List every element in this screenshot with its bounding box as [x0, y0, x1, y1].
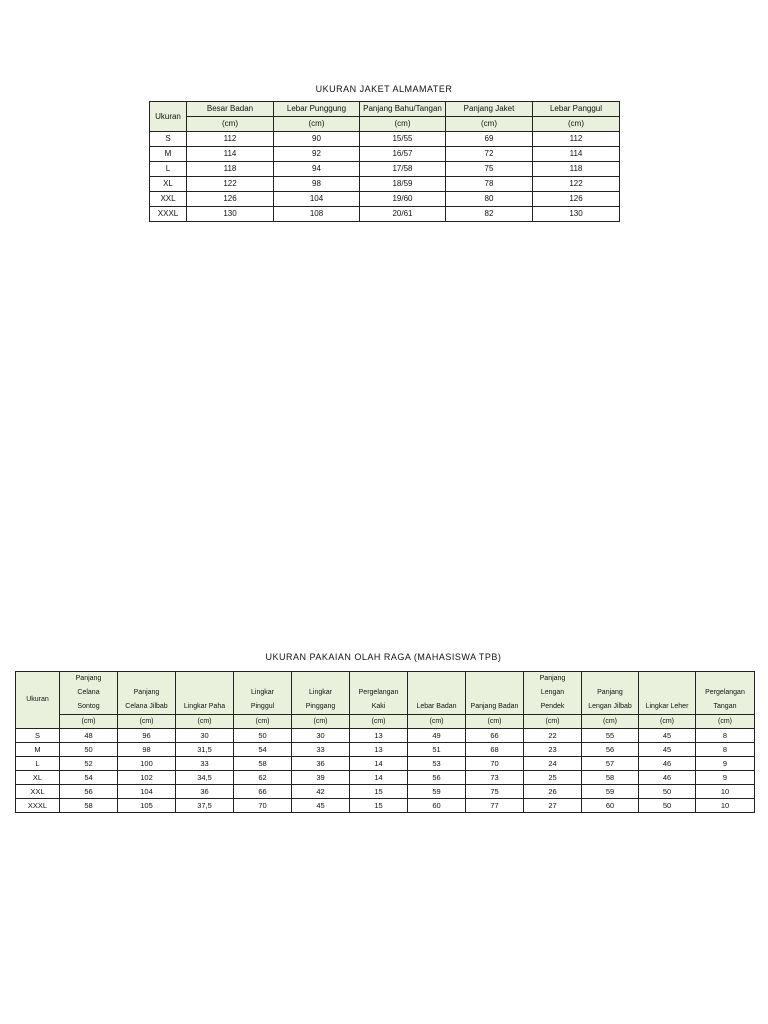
table-cell: 112	[187, 132, 274, 147]
table-cell: 36	[292, 757, 350, 771]
sport-col-header-line: Panjang	[597, 689, 623, 696]
table-cell: 102	[118, 771, 176, 785]
table-cell: 78	[446, 177, 533, 192]
table-cell: 30	[292, 729, 350, 743]
table-cell: 45	[292, 799, 350, 813]
table-cell: 8	[696, 729, 755, 743]
table-cell: 24	[524, 757, 582, 771]
table-cell: 59	[408, 785, 466, 799]
table-cell: 19/60	[360, 192, 446, 207]
table-cell: 57	[582, 757, 639, 771]
sport-col-header	[176, 672, 234, 715]
table-cell: 36	[176, 785, 234, 799]
sport-col-header	[60, 672, 118, 715]
table-cell: 15	[350, 799, 408, 813]
table-cell: 31,5	[176, 743, 234, 757]
table-row	[150, 132, 620, 147]
sport-col-unit: (cm)	[60, 715, 118, 729]
jacket-col-unit: (cm)	[360, 117, 446, 132]
table-cell: 66	[234, 785, 292, 799]
sport-col-unit: (cm)	[350, 715, 408, 729]
sport-col-unit: (cm)	[118, 715, 176, 729]
table-cell: 92	[274, 147, 360, 162]
sport-col-header	[292, 672, 350, 715]
table-cell: 50	[639, 785, 696, 799]
sport-col-header	[350, 672, 408, 715]
sport-col-header-line: Pinggul	[250, 703, 275, 710]
sport-col-header-line: Pendek	[540, 703, 565, 710]
table-cell: 108	[274, 207, 360, 222]
table-cell: 45	[639, 729, 696, 743]
table-row	[16, 799, 755, 813]
table-cell: 98	[274, 177, 360, 192]
sport-unit-row	[16, 715, 755, 729]
table-cell: 58	[582, 771, 639, 785]
sport-table-body	[16, 729, 755, 813]
table-cell: 37,5	[176, 799, 234, 813]
sport-col-header-line: Panjang	[133, 689, 160, 696]
table-cell: 15	[350, 785, 408, 799]
table-cell: 26	[524, 785, 582, 799]
jacket-col-unit: (cm)	[274, 117, 360, 132]
table-cell: 126	[533, 192, 620, 207]
table-cell: 56	[408, 771, 466, 785]
sport-col-unit: (cm)	[639, 715, 696, 729]
table-cell: 60	[582, 799, 639, 813]
table-cell: 52	[60, 757, 118, 771]
jacket-col-header: Panjang Jaket	[446, 102, 533, 117]
table-cell: 20/61	[360, 207, 446, 222]
jacket-table-body	[150, 132, 620, 222]
size-label-cell: XXL	[16, 785, 60, 799]
sport-col-header	[524, 672, 582, 715]
table-cell: 33	[176, 757, 234, 771]
table-cell: 14	[350, 771, 408, 785]
table-cell: 72	[446, 147, 533, 162]
sport-col-unit: (cm)	[696, 715, 755, 729]
table-cell: 122	[533, 177, 620, 192]
jacket-col-header: Besar Badan	[187, 102, 274, 117]
jacket-col-unit: (cm)	[187, 117, 274, 132]
table-cell: 51	[408, 743, 466, 757]
table-row	[150, 177, 620, 192]
sport-col-unit: (cm)	[176, 715, 234, 729]
size-label-cell: S	[16, 729, 60, 743]
sport-col-header-line: Lingkar Paha	[183, 703, 226, 710]
table-row	[16, 743, 755, 757]
sport-col-header-line: Panjang	[539, 675, 566, 682]
size-label-cell: M	[150, 147, 187, 162]
table-cell: 59	[582, 785, 639, 799]
sport-col-header-line: Celana	[77, 689, 100, 696]
sport-col-header	[582, 672, 639, 715]
table-cell: 54	[234, 743, 292, 757]
sport-col-unit: (cm)	[524, 715, 582, 729]
table-cell: 50	[60, 743, 118, 757]
sport-col-header-line: Pinggang	[305, 703, 336, 710]
table-cell: 70	[466, 757, 524, 771]
jacket-unit-row	[150, 117, 620, 132]
table-cell: 42	[292, 785, 350, 799]
sport-col-header-line: Pergelangan	[705, 689, 745, 696]
table-row	[16, 757, 755, 771]
sport-table-title: UKURAN PAKAIAN OLAH RAGA (MAHASISWA TPB)	[265, 652, 502, 662]
size-label-cell: XL	[150, 177, 187, 192]
table-cell: 39	[292, 771, 350, 785]
table-cell: 23	[524, 743, 582, 757]
sport-col-header-line: Sontog	[77, 703, 100, 710]
sport-col-header	[696, 672, 755, 715]
table-cell: 49	[408, 729, 466, 743]
size-label-cell: XXXL	[16, 799, 60, 813]
sport-col-header	[234, 672, 292, 715]
table-cell: 80	[446, 192, 533, 207]
table-cell: 77	[466, 799, 524, 813]
table-cell: 10	[696, 785, 755, 799]
table-cell: 73	[466, 771, 524, 785]
table-cell: 45	[639, 743, 696, 757]
sport-header-row	[16, 672, 755, 715]
table-cell: 100	[118, 757, 176, 771]
sport-size-header: Ukuran	[16, 672, 60, 729]
size-label-cell: S	[150, 132, 187, 147]
sport-col-header-line: Tangan	[713, 703, 737, 710]
sport-col-unit: (cm)	[408, 715, 466, 729]
table-cell: 13	[350, 729, 408, 743]
table-cell: 105	[118, 799, 176, 813]
sport-col-unit: (cm)	[582, 715, 639, 729]
sport-col-header-line: Lingkar Leher	[645, 703, 689, 710]
table-cell: 66	[466, 729, 524, 743]
table-row	[150, 207, 620, 222]
table-cell: 68	[466, 743, 524, 757]
sport-size-table	[15, 671, 755, 813]
table-cell: 130	[187, 207, 274, 222]
table-cell: 118	[187, 162, 274, 177]
table-cell: 114	[533, 147, 620, 162]
table-cell: 62	[234, 771, 292, 785]
sport-col-header	[466, 672, 524, 715]
sport-col-header-line: Lengan Jilbab	[588, 703, 632, 710]
table-cell: 126	[187, 192, 274, 207]
jacket-size-header: Ukuran	[150, 102, 187, 132]
sport-col-header	[408, 672, 466, 715]
table-cell: 10	[696, 799, 755, 813]
size-label-cell: XL	[16, 771, 60, 785]
table-cell: 53	[408, 757, 466, 771]
table-cell: 48	[60, 729, 118, 743]
table-cell: 104	[118, 785, 176, 799]
table-cell: 75	[446, 162, 533, 177]
table-cell: 8	[696, 743, 755, 757]
table-cell: 114	[187, 147, 274, 162]
table-row	[150, 147, 620, 162]
table-cell: 46	[639, 757, 696, 771]
table-cell: 82	[446, 207, 533, 222]
table-cell: 58	[234, 757, 292, 771]
table-cell: 30	[176, 729, 234, 743]
table-cell: 33	[292, 743, 350, 757]
size-label-cell: M	[16, 743, 60, 757]
table-cell: 69	[446, 132, 533, 147]
sport-col-unit: (cm)	[466, 715, 524, 729]
table-cell: 94	[274, 162, 360, 177]
table-cell: 9	[696, 771, 755, 785]
table-cell: 75	[466, 785, 524, 799]
table-cell: 18/59	[360, 177, 446, 192]
table-cell: 104	[274, 192, 360, 207]
jacket-table-title: UKURAN JAKET ALMAMATER	[315, 84, 453, 94]
table-cell: 50	[639, 799, 696, 813]
jacket-size-table	[149, 101, 620, 222]
table-cell: 15/55	[360, 132, 446, 147]
jacket-col-header: Lebar Punggung	[274, 102, 360, 117]
jacket-col-header: Lebar Panggul	[533, 102, 620, 117]
size-label-cell: L	[150, 162, 187, 177]
table-cell: 22	[524, 729, 582, 743]
table-cell: 34,5	[176, 771, 234, 785]
table-cell: 17/58	[360, 162, 446, 177]
jacket-col-header: Panjang Bahu/Tangan	[360, 102, 446, 117]
table-cell: 90	[274, 132, 360, 147]
sport-col-header	[118, 672, 176, 715]
size-label-cell: XXL	[150, 192, 187, 207]
sport-col-header-line: Lebar Badan	[416, 703, 457, 710]
table-cell: 13	[350, 743, 408, 757]
table-cell: 58	[60, 799, 118, 813]
table-cell: 9	[696, 757, 755, 771]
sport-col-header-line: Lingkar	[309, 689, 332, 696]
table-cell: 122	[187, 177, 274, 192]
jacket-header-row	[150, 102, 620, 117]
table-row	[150, 162, 620, 177]
sport-col-header-line: Lingkar	[251, 689, 274, 696]
size-label-cell: L	[16, 757, 60, 771]
table-cell: 70	[234, 799, 292, 813]
sport-col-header-line: Panjang	[75, 675, 102, 682]
sport-col-header-line: Pergelangan	[358, 689, 399, 696]
sport-col-header-line: Panjang Badan	[470, 703, 519, 710]
sport-col-header	[639, 672, 696, 715]
table-cell: 55	[582, 729, 639, 743]
table-row	[16, 785, 755, 799]
table-cell: 96	[118, 729, 176, 743]
table-cell: 56	[60, 785, 118, 799]
table-cell: 50	[234, 729, 292, 743]
table-cell: 14	[350, 757, 408, 771]
table-cell: 98	[118, 743, 176, 757]
table-row	[16, 729, 755, 743]
sport-col-header-line: Celana Jilbab	[125, 703, 168, 710]
table-cell: 60	[408, 799, 466, 813]
table-row	[16, 771, 755, 785]
jacket-col-unit: (cm)	[533, 117, 620, 132]
table-row	[150, 192, 620, 207]
sport-col-header-line: Lengan	[540, 689, 565, 696]
table-cell: 27	[524, 799, 582, 813]
table-cell: 118	[533, 162, 620, 177]
table-cell: 16/57	[360, 147, 446, 162]
sport-col-header-line: Kaki	[371, 703, 386, 710]
table-cell: 130	[533, 207, 620, 222]
table-cell: 46	[639, 771, 696, 785]
table-cell: 56	[582, 743, 639, 757]
table-cell: 54	[60, 771, 118, 785]
table-cell: 25	[524, 771, 582, 785]
size-label-cell: XXXL	[150, 207, 187, 222]
sport-col-unit: (cm)	[292, 715, 350, 729]
table-cell: 112	[533, 132, 620, 147]
jacket-col-unit: (cm)	[446, 117, 533, 132]
sport-col-unit: (cm)	[234, 715, 292, 729]
